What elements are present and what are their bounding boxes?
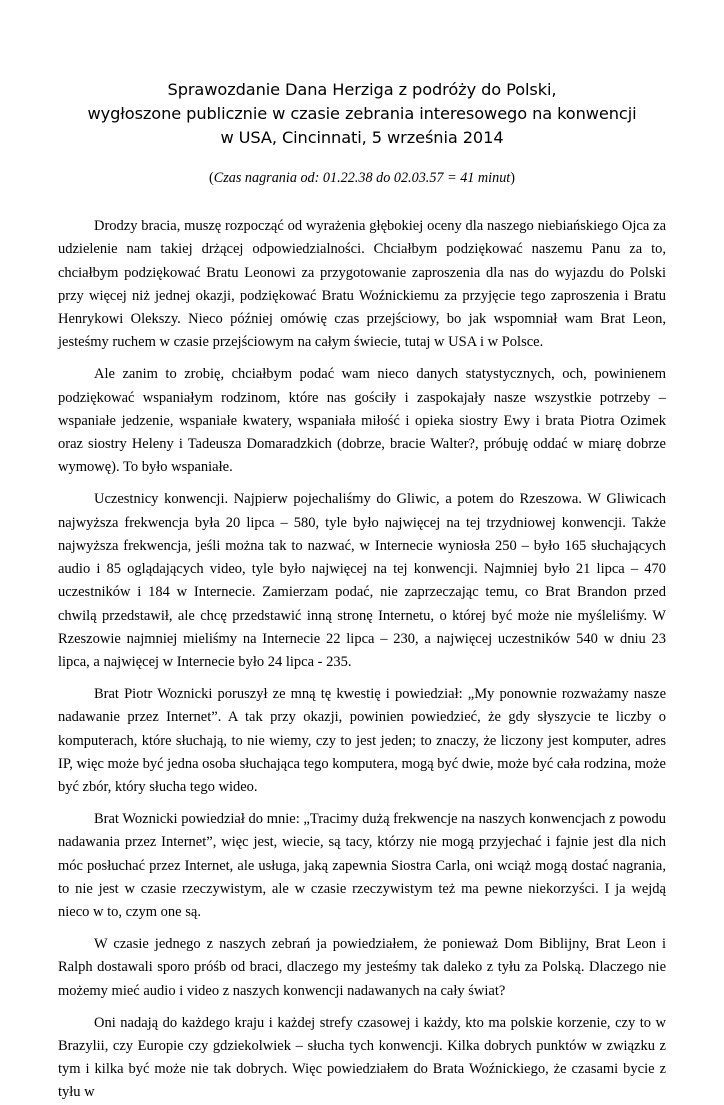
title-line-2: wygłoszone publicznie w czasie zebrania interesowego na konwencji bbox=[87, 104, 637, 123]
title-line-1: Sprawozdanie Dana Herziga z podróży do Polski, bbox=[167, 80, 557, 99]
subtitle-open-paren: ( bbox=[209, 170, 214, 186]
paragraph-1: Drodzy bracia, muszę rozpocząć od wyrażenia głębokiej oceny dla naszego niebiańskiego Ojca za udzielenie nam takiej drżącej odpowiedzialności. Chciałbym podziękować naszemu Panu za to, chciałbym podziękować Bratu Leonowi za przygotowanie zaproszenia dla nas do wyjazdu do Polski przy więcej niż jednej okazji, podziękować Bratu Woźnickiemu za przyjęcie tego zaproszenia i Bratu Henrykowi Olekszy. Nieco później omówię czas przejściowy, bo jak wspomniał wam Brat Leon, jesteśmy ruchem w czasie przejściowym na całym świecie, tutaj w USA i w Polsce. bbox=[58, 218, 666, 351]
recording-time-note bbox=[58, 168, 666, 188]
paragraph-3: Uczestnicy konwencji. Najpierw pojechaliśmy do Gliwic, a potem do Rzeszowa. W Gliwicach najwyższa frekwencja była 20 lipca – 580, tyle było najwięcej na tej trzydniowej konwencji. Także najwyższa frekwencja, jeśli można tak to nazwać, w Internecie wyniosła 250 – było 165 słuchających audio i 85 oglądających video, tyle było najwięcej na tej konwencji. Najmniej było 21 lipca – 470 uczestników i 184 w Internecie. Zamierzam podać, nie zaprzeczając temu, co Brat Brandon przed chwilą przedstawił, ale chcę przedstawić inną stronę Internetu, o której być może nie myśleliśmy. W Rzeszowie najmniej mieliśmy na Internecie 22 lipca – 230, a najwięcej uczestników 540 w dniu 23 lipca, a najwięcej w Internecie było 24 lipca - 235. bbox=[58, 491, 666, 671]
document-title bbox=[58, 78, 666, 150]
subtitle-text: Czas nagrania od: 01.22.38 do 02.03.57 = 41 minut bbox=[213, 170, 511, 186]
paragraph-7: Oni nadają do każdego kraju i każdej strefy czasowej i każdy, kto ma polskie korzenie, czy to w Brazylii, czy Europie czy gdziekolwiek – słucha tych konwencji. Kilka dobrych punktów w związku z tym i kilka być może nie tak dobrych. Więc powiedziałem do Brata Woźnickiego, że czasami bycie z tyłu w bbox=[58, 1014, 666, 1101]
document-body bbox=[58, 215, 666, 1105]
paragraph-5: Brat Woznicki powiedział do mnie: „Tracimy dużą frekwencje na naszych konwencjach z powodu nadawania przez Internet”, więc jest, wiecie, są tacy, którzy nie mogą przyjechać i fajnie jest dla nich móc posłuchać przez Internet, ale usługa, jaką zapewnia Siostra Carla, oni wciąż mogą dostać nagrania, to nie jest w czasie rzeczywistym, ale w czasie rzeczywistym też ma pewne niekorzyści. I ja wejdą nieco w to, czym one są. bbox=[58, 811, 666, 921]
subtitle-close-paren: ) bbox=[510, 170, 515, 186]
paragraph-6: W czasie jednego z naszych zebrań ja powiedziałem, że ponieważ Dom Biblijny, Brat Leon i Ralph dostawali sporo próśb od braci, dlaczego my jesteśmy tak daleko z tyłu za Polską. Dlaczego nie możemy mieć audio i video z naszych konwencji nadawanych na cały świat? bbox=[58, 936, 666, 999]
title-line-3: w USA, Cincinnati, 5 września 2014 bbox=[220, 128, 504, 147]
paragraph-2: Ale zanim to zrobię, chciałbym podać wam nieco danych statystycznych, och, powinienem podziękować wspaniałym rodzinom, które nas gościły i zaspokajały nasze wszystkie potrzeby – wspaniałe jedzenie, wspaniałe kwatery, wspaniała miłość i opieka siostry Ewy i brata Piotra Ozimek oraz siostry Heleny i Tadeusza Domaradzkich (dobrze, bracie Walter?, próbuję oddać w miarę dobrze wymowę). To było wspaniałe. bbox=[58, 366, 666, 476]
paragraph-4: Brat Piotr Woznicki poruszył ze mną tę kwestię i powiedział: „My ponownie rozważamy nasze nadawanie przez Internet”. A tak przy okazji, powinien powiedzieć, że gdy słyszycie te liczby o komputerach, które słuchają, to nie wiemy, czy to jest jeden; to znaczy, że liczony jest komputer, adres IP, więc może być jedna osoba słuchająca tego komputera, mogą być dwie, może być cała rodzina, może być zbór, który słucha tego wideo. bbox=[58, 686, 666, 796]
